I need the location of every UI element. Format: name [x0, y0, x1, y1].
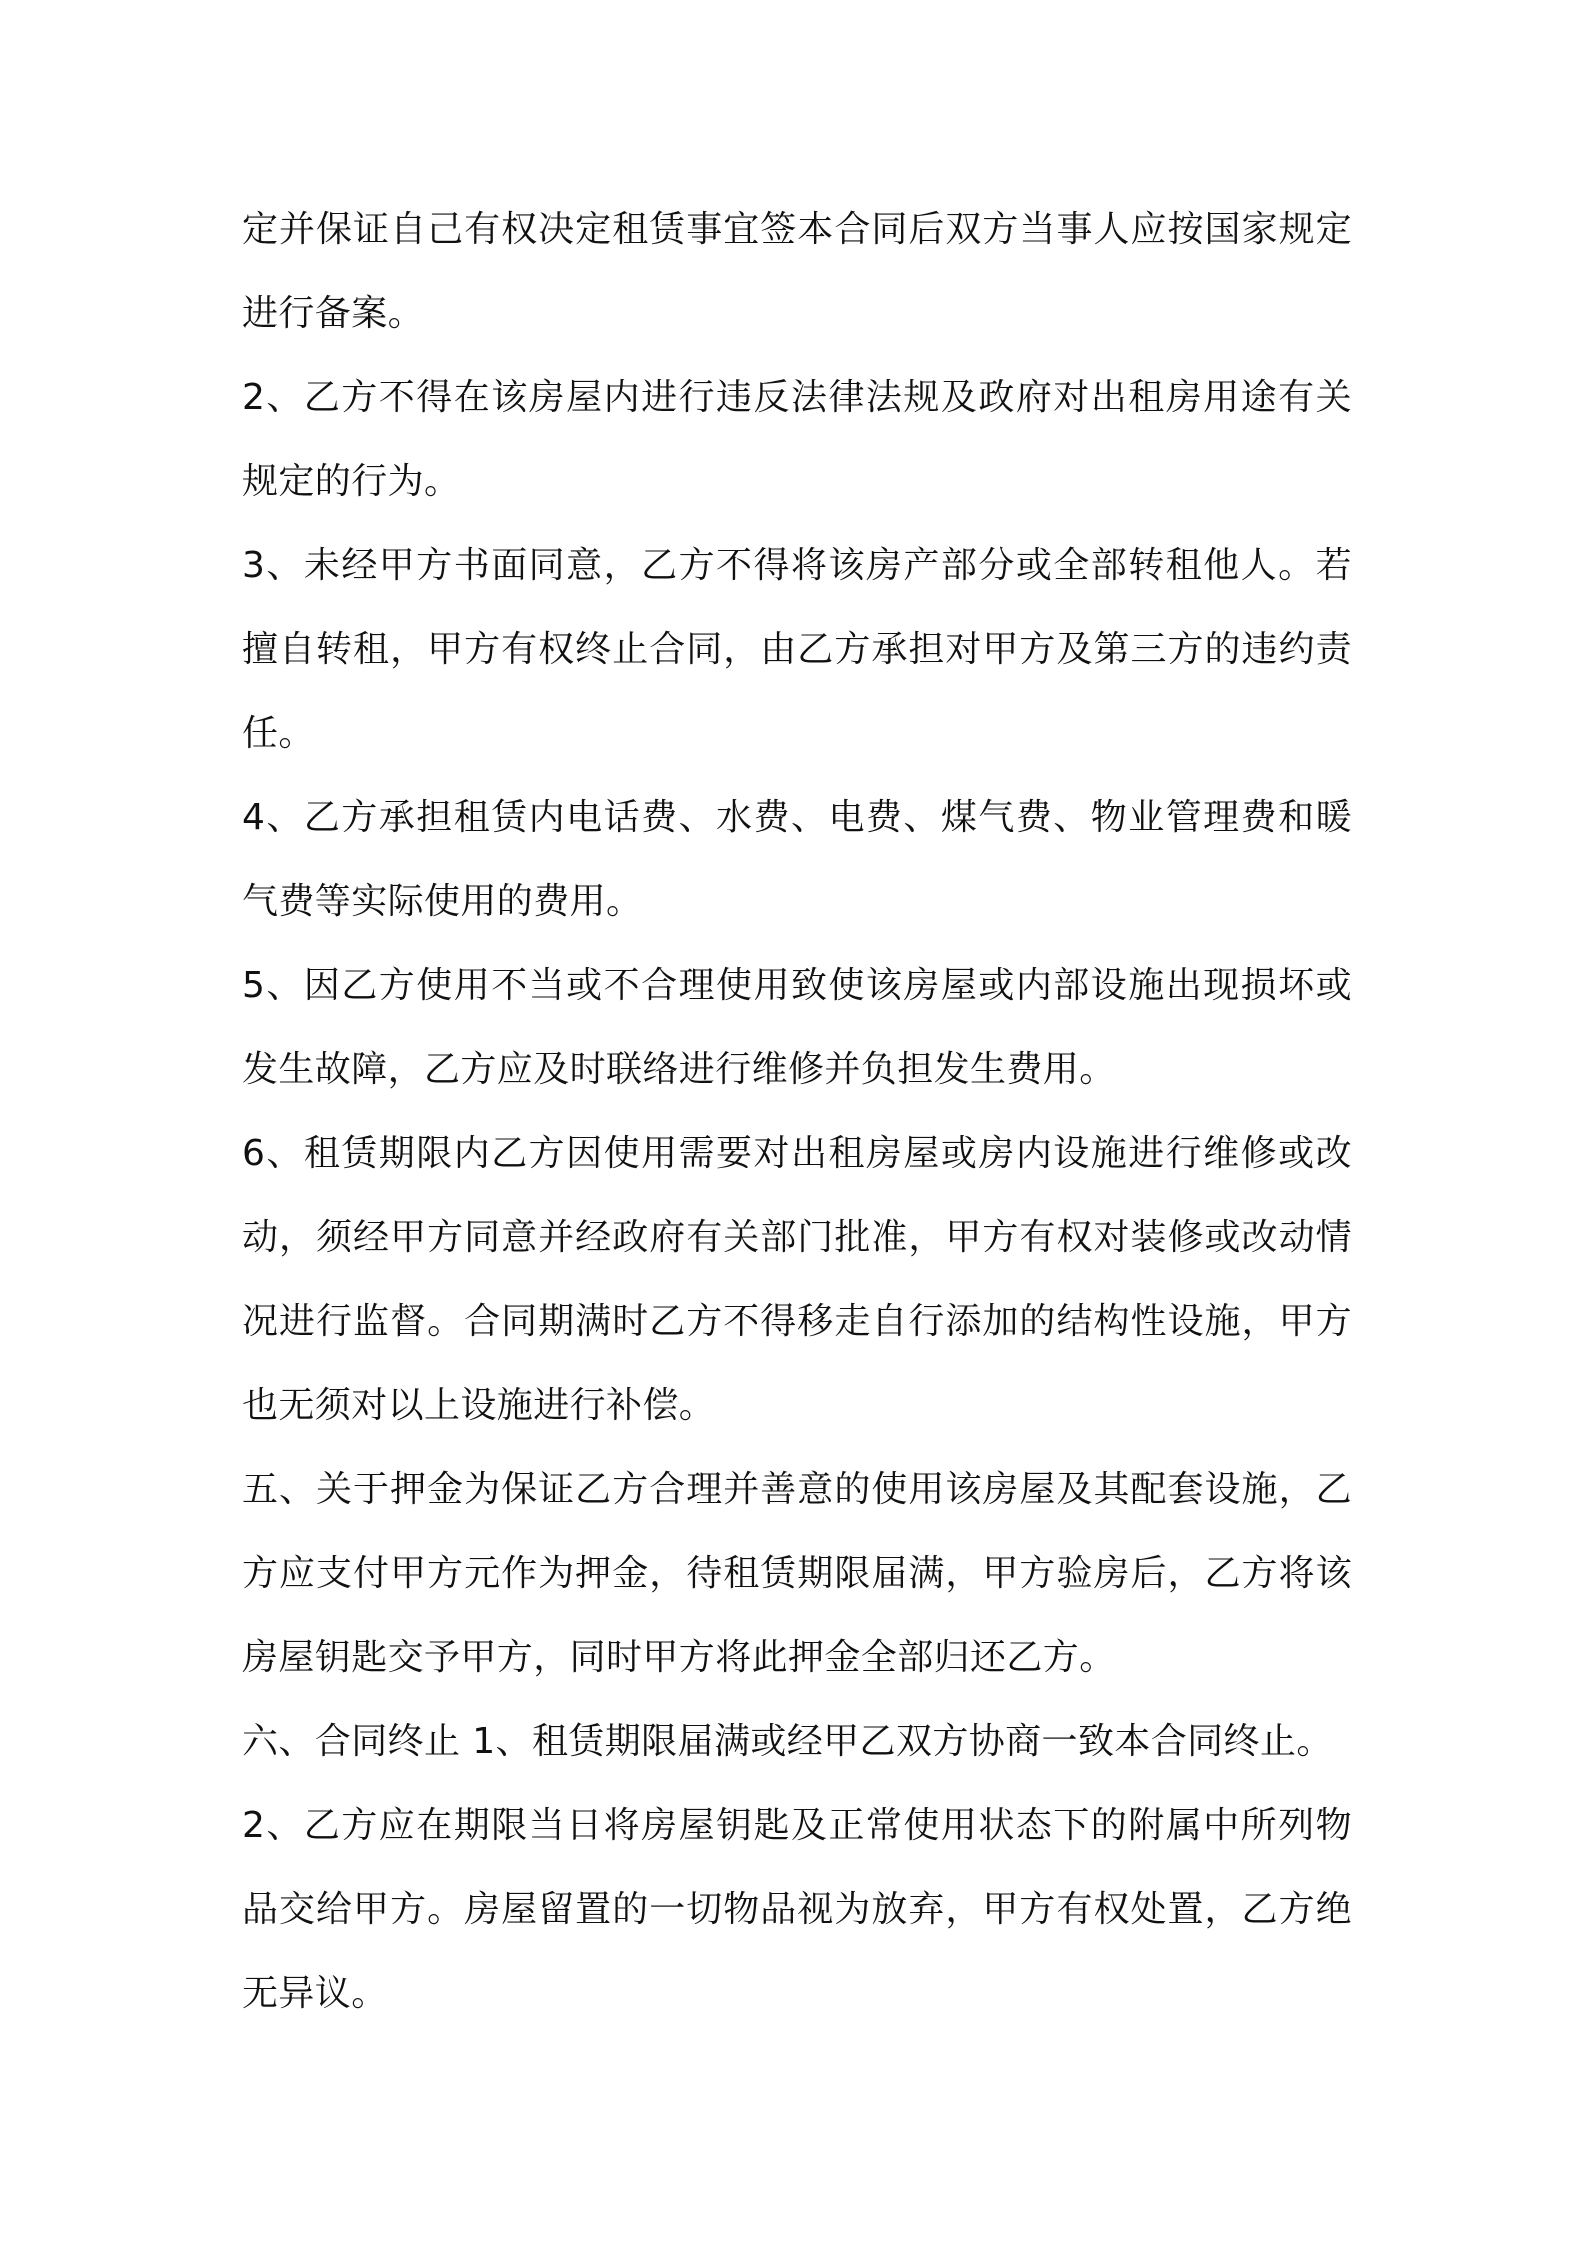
document-page	[242, 188, 1352, 2036]
paragraph-termination-clause-2: 2、乙方应在期限当日将房屋钥匙及正常使用状态下的附属中所列物品交给甲方。房屋留置的一切物品视为放弃，甲方有权处置，乙方绝无异议。	[242, 1805, 1352, 2014]
paragraph-clause-5-damage: 5、因乙方使用不当或不合理使用致使该房屋或内部设施出现损坏或发生故障，乙方应及时联络进行维修并负担发生费用。	[242, 965, 1352, 1090]
paragraph-section-6-termination: 六、合同终止 1、租赁期限届满或经甲乙双方协商一致本合同终止。	[242, 1721, 1333, 1762]
paragraph-clause-2-lawful-use: 2、乙方不得在该房屋内进行违反法律法规及政府对出租房用途有关规定的行为。	[242, 377, 1352, 502]
paragraph-filing-clause: 定并保证自己有权决定租赁事宜签本合同后双方当事人应按国家规定进行备案。	[242, 209, 1352, 334]
paragraph-clause-3-sublease: 3、未经甲方书面同意，乙方不得将该房产部分或全部转租他人。若擅自转租，甲方有权终止合同，由乙方承担对甲方及第三方的违约责任。	[242, 545, 1352, 754]
paragraph-section-5-deposit: 五、关于押金为保证乙方合理并善意的使用该房屋及其配套设施，乙方应支付甲方元作为押金，待租赁期限届满，甲方验房后，乙方将该房屋钥匙交予甲方，同时甲方将此押金全部归还乙方。	[242, 1469, 1352, 1678]
paragraph-clause-4-utilities: 4、乙方承担租赁内电话费、水费、电费、煤气费、物业管理费和暖气费等实际使用的费用。	[242, 797, 1352, 922]
paragraph-clause-6-renovation: 6、租赁期限内乙方因使用需要对出租房屋或房内设施进行维修或改动，须经甲方同意并经政府有关部门批准，甲方有权对装修或改动情况进行监督。合同期满时乙方不得移走自行添加的结构性设施，甲方也无须对以上设施进行补偿。	[242, 1133, 1352, 1426]
